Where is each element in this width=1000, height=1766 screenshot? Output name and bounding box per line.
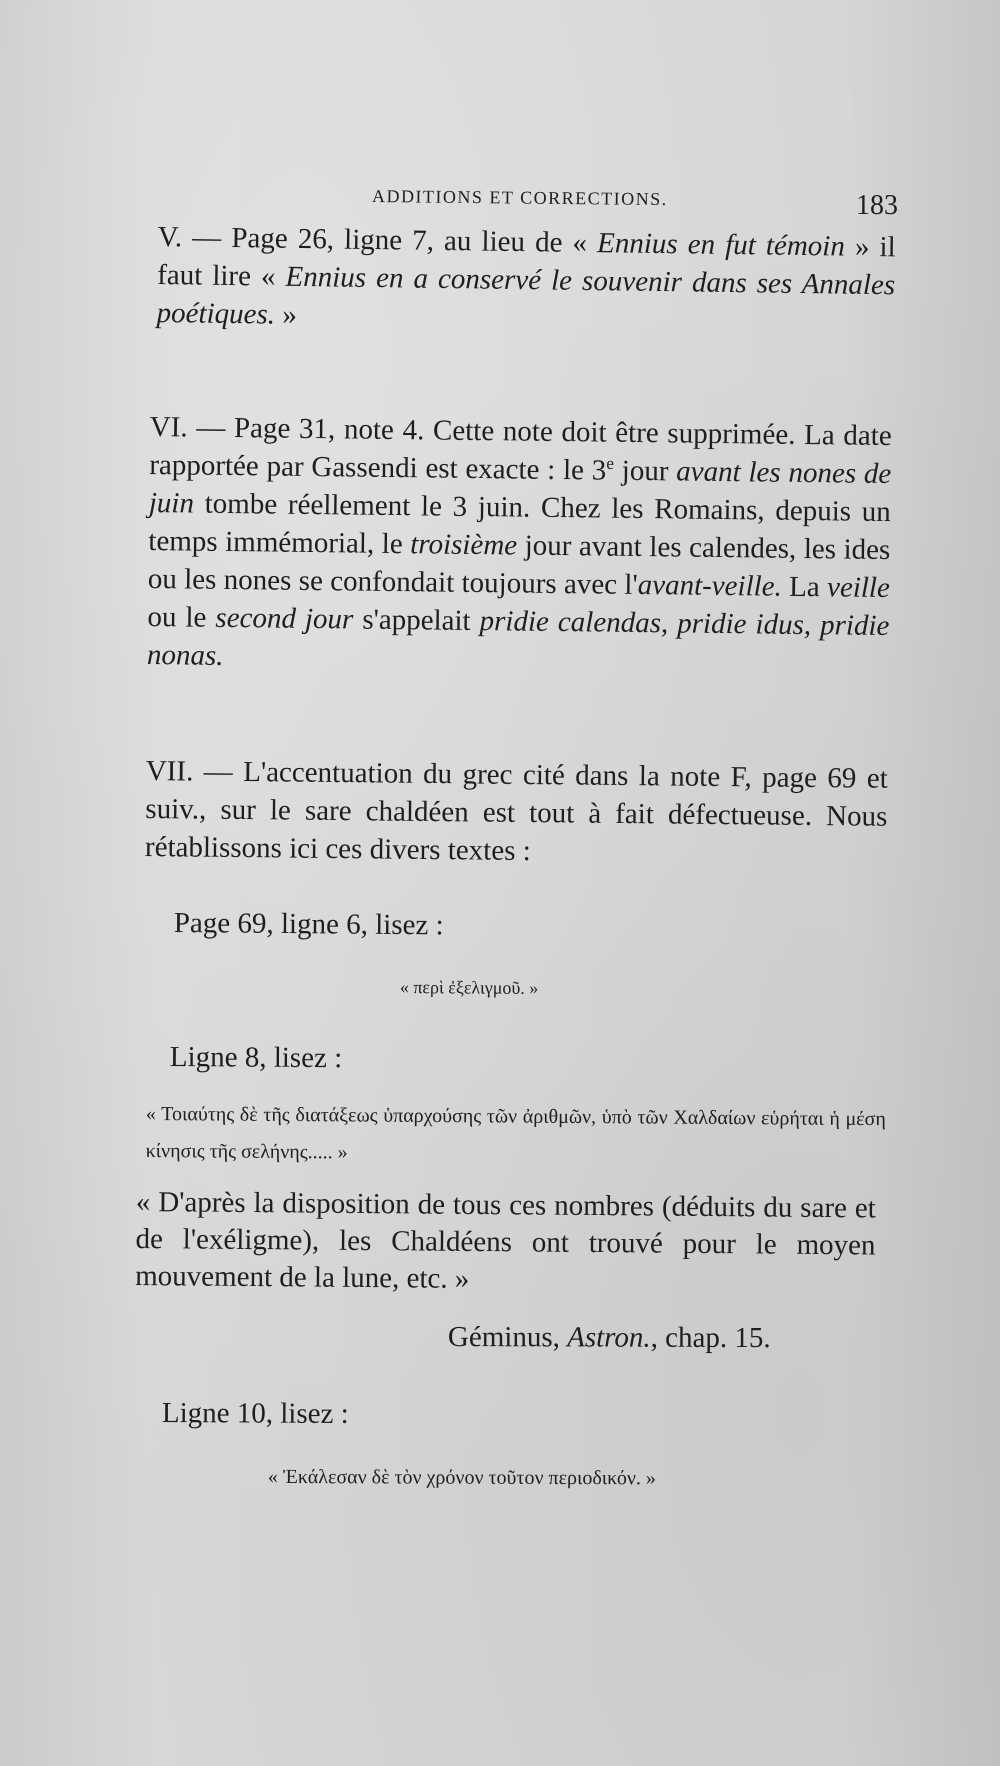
correction-vi-part1: VI. — Page 31, note 4. Cette note doit être supprimée. La date rapportée par Gassendi est exacte : le 3 [149,410,892,487]
correction-vi-part4: jour avant les calendes, les ides ou les nones se confondait toujours avec l' [147,529,891,601]
correction-vi-italic4: veille [826,571,891,605]
correction-vi-part3: tombe réellement le 3 juin. Chez les Romains, depuis un temps immémorial, le [148,487,891,561]
citation-chapter: , chap. 15. [650,1321,771,1355]
citation [448,1318,771,1357]
ordinal-superscript: e [606,452,615,474]
correction-v-mid: » il faut lire « [156,230,896,293]
page-number: 183 [856,190,898,221]
greek-quote-ligne-10: « Ἐκάλεσαν δὲ τὸν χρόνον τοῦτον περιοδικόν. » [267,1466,656,1490]
correction-v-text [156,218,896,342]
correction-vi-italic1: avant les nones de juin [148,455,892,520]
correction-vi-part7: s'appelait [353,603,480,638]
correction-v-tail: » [274,298,298,331]
translation-text: « D'après la disposition de tous ces nombres (déduits du sare et de l'exéligme), les Chaldéens ont trouvé pour le moyen mouvement de la lune, etc. » [135,1185,876,1295]
correction-vi-italic5: second jour [215,601,354,636]
correction-v-lead: V. — Page 26, ligne 7, au lieu de « [157,220,598,260]
running-header: ADDITIONS ET CORRECTIONS. [371,186,668,210]
ligne-10-label: Ligne 10, lisez : [161,1397,349,1430]
correction-vi-part6: ou le [147,600,216,634]
correction-vi [147,408,892,683]
correction-vii [145,752,888,874]
citation-author: Géminus, [447,1321,568,1354]
correction-vi-italic2: troisième [410,528,518,562]
citation-work: Astron. [567,1321,651,1354]
correction-vii-text: VII. — L'accentuation du grec cité dans la note F, page 69 et suiv., sur le sare chaldéen est tout à fait défectueuse. Nous rétablissons ici ces divers textes : [144,754,888,868]
correction-vi-text [147,408,892,683]
page-69-label: Page 69, ligne 6, lisez : [173,906,444,942]
greek-quote-ligne-8: « Τοιαύτης δὲ τῆς διατάξεως ὑπαρχούσης τῶν ἀριθμῶν, ὑπὸ τῶν Χαλδαίων εὑρήται ἡ μέση κίνησις τῆς σελήνης..... » [145,1102,886,1164]
correction-vi-italic3: avant-veille. [637,568,783,603]
correction-v-original: Ennius en fut témoin [596,227,846,263]
correction-vi-part2: jour [613,454,677,488]
french-translation [135,1184,876,1301]
ligne-8-label: Ligne 8, lisez : [169,1040,343,1075]
correction-v-replacement: Ennius en a conservé le souvenir dans ses Annales poétiques. [156,260,896,331]
correction-vi-part5: La [781,570,828,604]
correction-v [156,218,896,342]
greek-quote-page-69: « περὶ ἐξελιγμοῦ. » [399,976,539,998]
correction-vi-italic6: pridie calendas, pridie idus, pridie nonas. [146,605,890,672]
